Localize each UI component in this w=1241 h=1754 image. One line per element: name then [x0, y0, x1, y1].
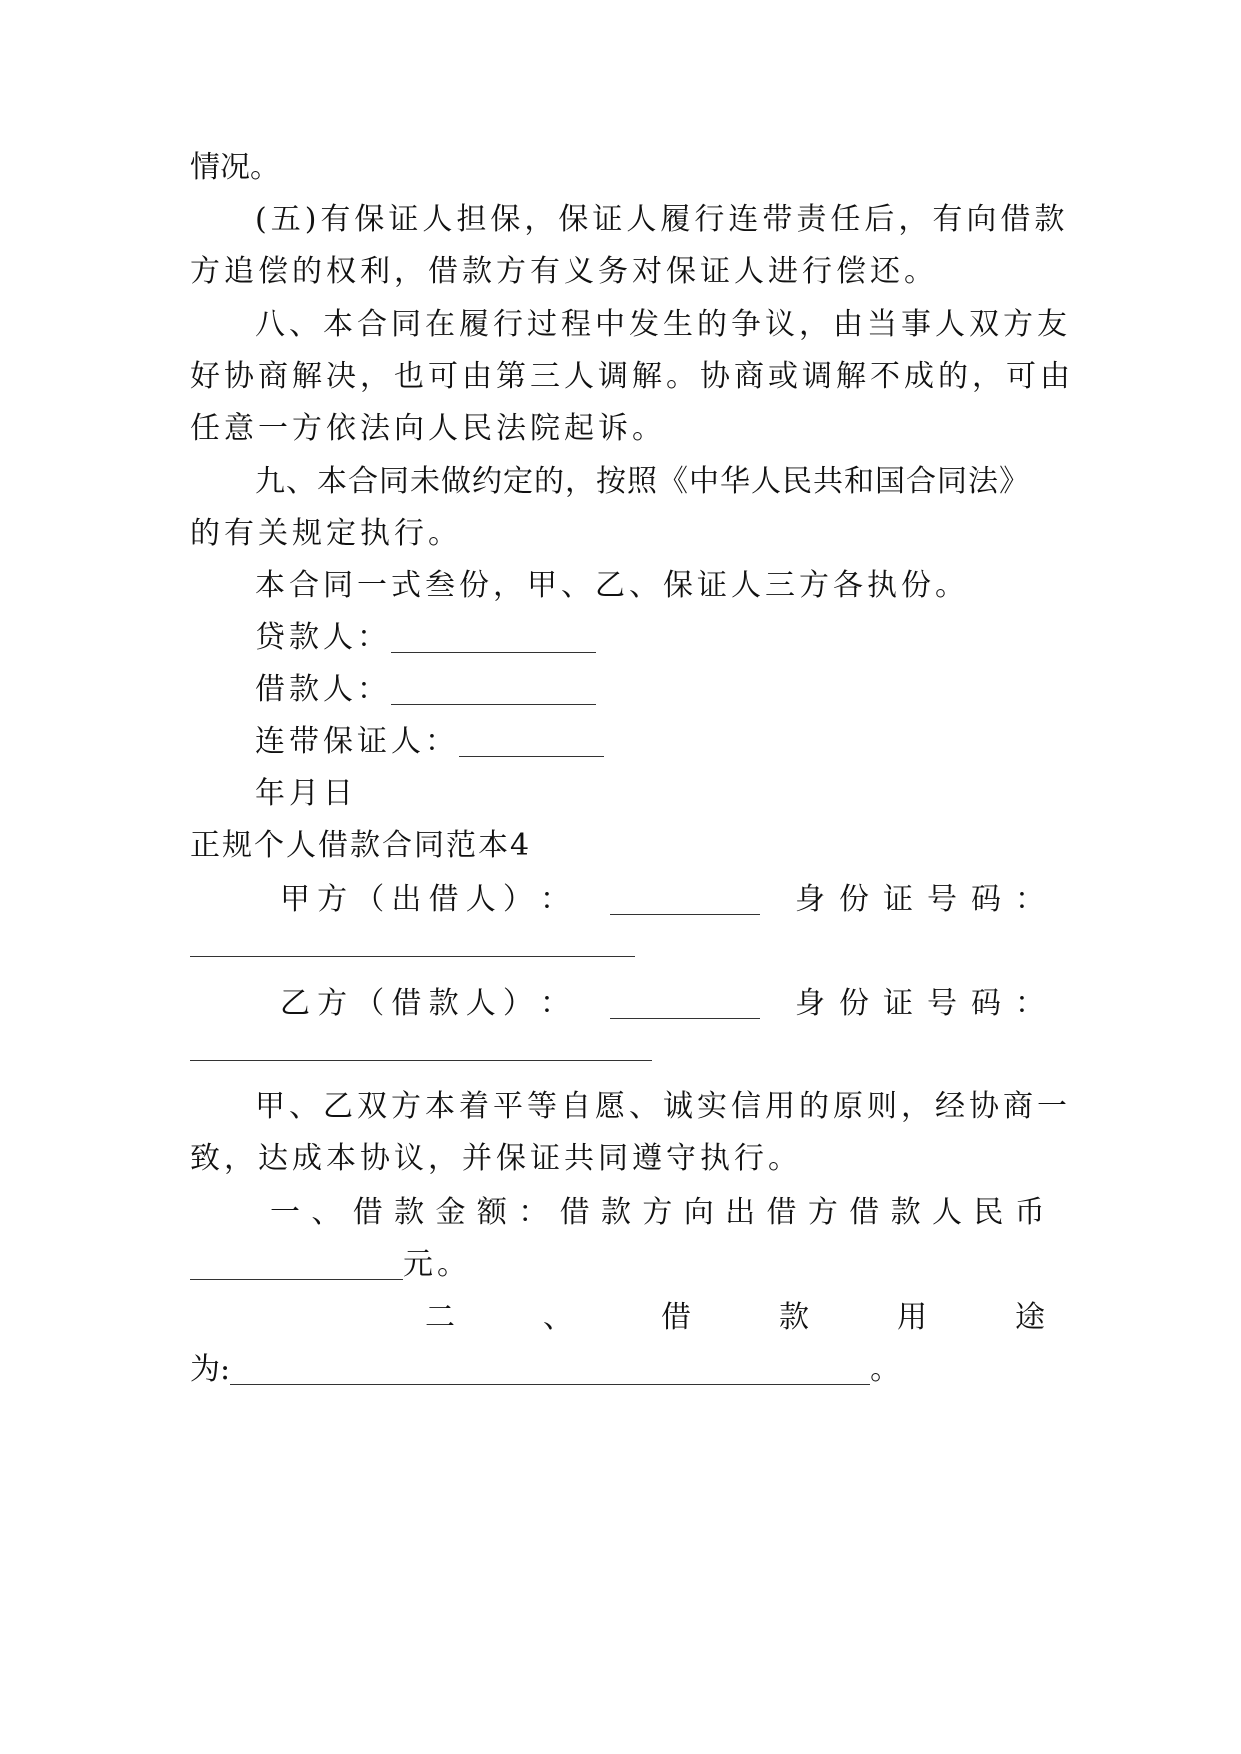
party-b-label: [280, 984, 570, 1024]
spread-char: 、: [543, 1300, 573, 1335]
spread-char: 借: [428, 882, 459, 917]
party-b-id-label: [795, 984, 1045, 1024]
spread-char: ：: [1015, 986, 1045, 1021]
party-a-name-blank[interactable]: [610, 884, 760, 915]
spread-char: 款: [428, 986, 459, 1021]
spread-char: ）: [502, 882, 533, 917]
spread-char: 款: [394, 1195, 425, 1230]
spread-char: 民: [973, 1195, 1004, 1230]
clause-8-line-1: 八、本合同在履行过程中发生的争议，由当事人双方友: [255, 307, 1071, 342]
spread-char: ：: [539, 882, 570, 917]
spread-char: 一: [270, 1195, 300, 1230]
spread-char: 证: [883, 882, 913, 917]
spread-char: 币: [1014, 1195, 1045, 1230]
borrower-blank[interactable]: [391, 674, 596, 705]
spread-char: 方: [317, 882, 348, 917]
contract-title: 正规个人借款合同范本4: [190, 828, 532, 863]
spread-char: 二: [425, 1300, 455, 1335]
party-b-name-blank[interactable]: [610, 988, 760, 1019]
spread-char: 借: [849, 1195, 880, 1230]
amount-line-2: [190, 1245, 471, 1285]
amount-line-1: [270, 1193, 1045, 1233]
spread-char: 人: [932, 1195, 962, 1230]
clause-9-line-2: 的有关规定执行。: [190, 516, 462, 551]
purpose-end: 。: [870, 1352, 901, 1387]
spread-char: 出: [391, 882, 422, 917]
lender-blank[interactable]: [391, 622, 596, 653]
spread-char: ）: [502, 986, 533, 1021]
spread-char: 借: [559, 1195, 590, 1230]
clause-5-line-1: (五)有保证人担保，保证人履行连带责任后，有向借款: [255, 202, 1069, 237]
spread-char: 方: [317, 986, 348, 1021]
spread-char: 向: [683, 1195, 714, 1230]
borrower-label: 借款人：: [255, 672, 391, 707]
party-a-id-blank[interactable]: [190, 956, 635, 957]
spread-char: 身: [795, 882, 825, 917]
purpose-line-2: [190, 1350, 900, 1390]
spread-char: ：: [1015, 882, 1045, 917]
clause-5-line-2: 方追偿的权利，借款方有义务对保证人进行偿还。: [190, 254, 938, 289]
party-a-line: [280, 880, 1045, 920]
clause-9-line-1: 九、本合同未做约定的，按照《中华人民共和国合同法》: [255, 464, 1030, 499]
spread-char: 、: [311, 1195, 342, 1230]
spread-char: 款: [890, 1195, 921, 1230]
party-a-label: [280, 880, 570, 920]
spread-char: 证: [883, 986, 913, 1021]
spread-char: 乙: [280, 986, 310, 1021]
clause-8-line-3: 任意一方依法向人民法院起诉。: [190, 411, 666, 446]
spread-char: 额: [476, 1195, 507, 1230]
purpose-blank[interactable]: [230, 1354, 870, 1385]
spread-char: （: [354, 882, 385, 917]
purpose-prefix: 为:: [190, 1352, 231, 1387]
borrower-signature-line: [255, 670, 596, 710]
spread-char: 份: [839, 986, 869, 1021]
spread-char: 出: [725, 1195, 756, 1230]
spread-char: 码: [971, 986, 1001, 1021]
spread-char: 号: [927, 882, 957, 917]
spread-char: 金: [435, 1195, 466, 1230]
spread-char: 码: [971, 882, 1001, 917]
copies-line: 本合同一式叁份，甲、乙、保证人三方各执份。: [255, 568, 969, 603]
spread-char: （: [354, 986, 385, 1021]
spread-char: 方: [807, 1195, 838, 1230]
party-b-line: [280, 984, 1045, 1024]
text-line: 情况。: [190, 150, 280, 185]
spread-char: 人: [465, 986, 496, 1021]
spread-char: 借: [766, 1195, 797, 1230]
party-b-id-blank[interactable]: [190, 1060, 652, 1061]
spread-char: 借: [661, 1300, 691, 1335]
spread-char: 款: [601, 1195, 631, 1230]
spread-char: ：: [518, 1195, 549, 1230]
spread-char: 身: [795, 986, 825, 1021]
intro-line-1: 甲、乙双方本着平等自愿、诚实信用的原则，经协商一: [255, 1089, 1071, 1124]
spread-char: 人: [465, 882, 496, 917]
spread-char: 借: [352, 1195, 383, 1230]
lender-signature-line: [255, 618, 596, 658]
spread-char: 号: [927, 986, 957, 1021]
amount-blank[interactable]: [190, 1249, 403, 1280]
spread-char: 方: [642, 1195, 673, 1230]
guarantor-blank[interactable]: [459, 726, 604, 757]
amount-unit: 元。: [403, 1247, 471, 1282]
spread-char: 借: [391, 986, 422, 1021]
spread-char: 途: [1015, 1300, 1045, 1335]
spread-char: 甲: [280, 882, 310, 917]
intro-line-2: 致，达成本协议，并保证共同遵守执行。: [190, 1141, 802, 1176]
clause-8-line-2: 好协商解决，也可由第三人调解。协商或调解不成的，可由: [190, 359, 1074, 394]
purpose-line-1: [425, 1298, 1045, 1338]
lender-label: 贷款人：: [255, 620, 391, 655]
amount-text: [270, 1193, 1045, 1233]
party-a-id-label: [795, 880, 1045, 920]
date-line: 年月日: [255, 776, 357, 811]
spread-char: ：: [539, 986, 570, 1021]
spread-char: 款: [779, 1300, 809, 1335]
purpose-text: [425, 1298, 1045, 1338]
guarantor-label: 连带保证人：: [255, 724, 459, 759]
spread-char: 份: [839, 882, 869, 917]
guarantor-signature-line: [255, 722, 604, 762]
spread-char: 用: [897, 1300, 927, 1335]
